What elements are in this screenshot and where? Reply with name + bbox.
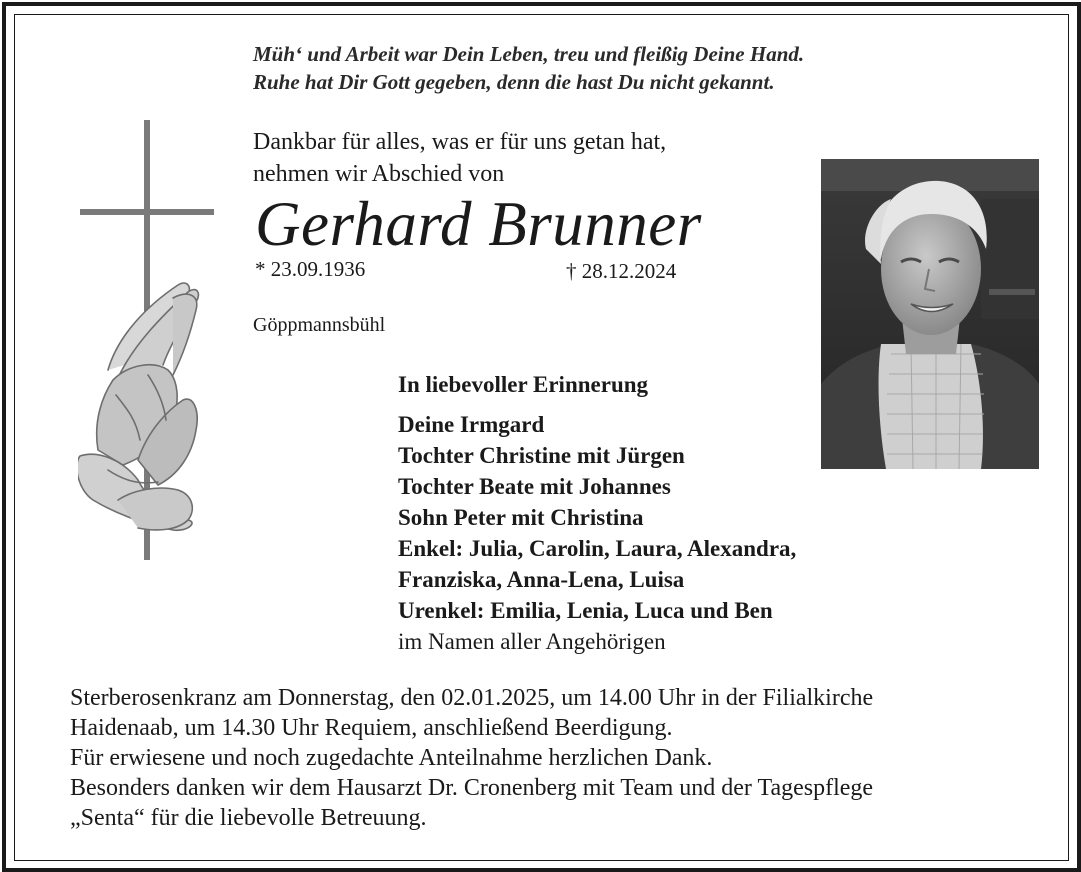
motto (253, 40, 804, 96)
family-member: Tochter Beate mit Johannes (398, 474, 671, 499)
motto-line-2: Ruhe hat Dir Gott gegeben, denn die hast Du nicht gekannt. (253, 70, 775, 94)
notice-line: Sterberosenkranz am Donnerstag, den 02.01.2025, um 14.00 Uhr in der Filialkirche (70, 685, 874, 711)
deceased-name: Gerhard Brunner (255, 189, 702, 259)
family-member: Deine Irmgard (398, 412, 545, 437)
place-of-residence: Göppmannsbühl (253, 314, 386, 336)
memory-heading: In liebevoller Erinnerung (398, 372, 649, 397)
cross-icon (78, 120, 218, 565)
family-list (398, 409, 796, 657)
family-closing: im Namen aller Angehörigen (398, 629, 666, 654)
notice-line: Für erwiesene und noch zugedachte Anteilnahme herzlichen Dank. (70, 745, 713, 771)
intro-text (253, 126, 666, 190)
service-notice (70, 683, 873, 833)
portrait-photo (821, 159, 1039, 469)
family-member: Sohn Peter mit Christina (398, 505, 644, 530)
intro-line-1: Dankbar für alles, was er für uns getan hat, (253, 129, 667, 155)
family-member: Enkel: Julia, Carolin, Laura, Alexandra, (398, 536, 797, 561)
motto-line-1: Müh‘ und Arbeit war Dein Leben, treu und fleißig Deine Hand. (253, 42, 805, 66)
intro-line-2: nehmen wir Abschied von (253, 161, 505, 187)
family-member: Tochter Christine mit Jürgen (398, 443, 685, 468)
family-member: Franziska, Anna-Lena, Luisa (398, 567, 685, 592)
notice-line: „Senta“ für die liebevolle Betreuung. (70, 805, 427, 831)
family-member: Urenkel: Emilia, Lenia, Luca und Ben (398, 598, 773, 623)
notice-line: Haidenaab, um 14.30 Uhr Requiem, anschließend Beerdigung. (70, 715, 673, 741)
notice-line: Besonders danken wir dem Hausarzt Dr. Cronenberg mit Team und der Tagespflege (70, 775, 874, 801)
birth-date: * 23.09.1936 (255, 257, 366, 281)
death-date: † 28.12.2024 (566, 259, 677, 283)
praying-hands-icon (78, 283, 198, 530)
